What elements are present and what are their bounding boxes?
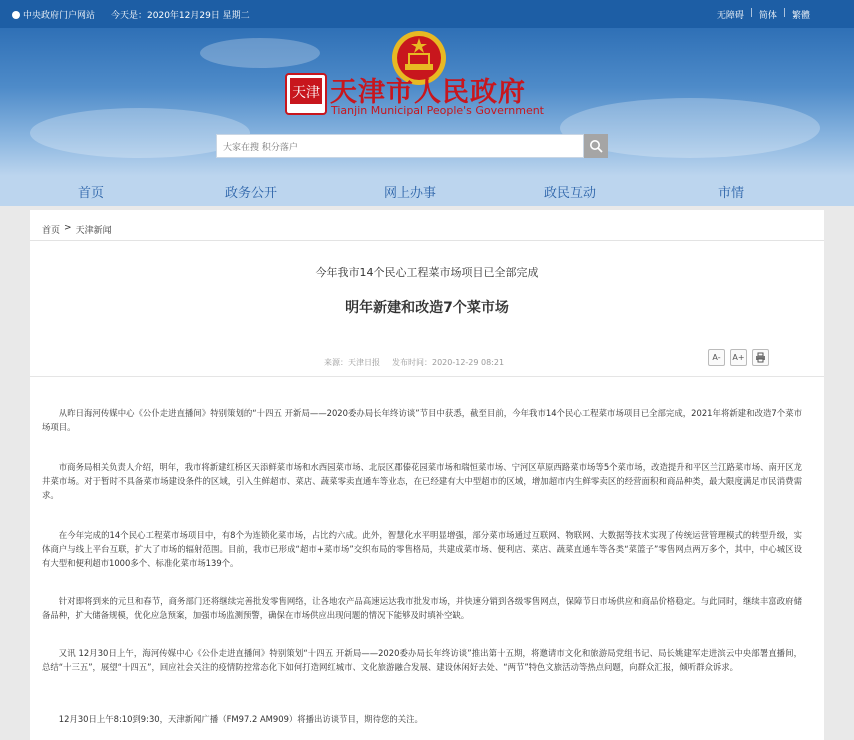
article-subtitle: 今年我市14个民心工程菜市场项目已全部完成: [315, 266, 539, 279]
article-card: [30, 210, 824, 740]
article-paragraph: 又讯 12月30日上午，海河传媒中心《公仆走进直播间》特别策划“十四五 开新局——2020委办局长年终访谈”推出第十五期，将邀请市文化和旅游局党组书记、局长姚建军走进滨云中央部署直播间，总结“十三五”，展望“十四五”，回应社会关注的疫情防控常态化下如何打造网红城市、文化旅游融合发展、建设休闲好去处、“两节”特色文旅活动等热点问题，向群众汇报，倾听群众诉求。: [42, 648, 802, 672]
search-box: [216, 134, 584, 158]
print-button[interactable]: [752, 349, 769, 366]
article-source: 来源：天津日报: [324, 358, 380, 367]
portal-link[interactable]: 中央政府门户网站: [12, 8, 95, 21]
main-nav: [0, 176, 854, 206]
article-publish-time: 发布时间：2020-12-29 08:21: [392, 358, 505, 367]
article-title: 明年新建和改造7个菜市场: [345, 300, 509, 316]
home-icon: [12, 11, 20, 19]
tianjin-seal-logo-icon: [284, 72, 328, 116]
search-button[interactable]: [584, 134, 608, 158]
breadcrumb-home[interactable]: 首页: [42, 226, 61, 236]
nav-public-interaction[interactable]: 政民互动: [544, 186, 597, 201]
search-icon: [589, 139, 603, 153]
site-title: 天津市人民政府: [330, 77, 526, 108]
search-input[interactable]: [217, 137, 583, 159]
font-smaller-button[interactable]: A-: [708, 349, 725, 366]
site-title-english: Tianjin Municipal People's Government: [331, 104, 544, 117]
nav-city-info[interactable]: 市情: [718, 186, 745, 201]
breadcrumb: [42, 223, 112, 236]
site-banner: [0, 28, 854, 176]
breadcrumb-current[interactable]: 天津新闻: [75, 226, 112, 236]
divider: [30, 376, 824, 377]
cloud-decoration: [200, 38, 320, 68]
nav-government-affairs[interactable]: 政务公开: [225, 186, 278, 201]
top-bar: [0, 0, 854, 28]
nav-online-services[interactable]: 网上办事: [384, 186, 437, 201]
print-icon: [755, 352, 766, 363]
article-paragraph: 针对即将到来的元旦和春节，商务部门还将继续完善批发零售网络，让各地农产品高速运达我市批发市场，并快速分销到各级零售网点，保障节日市场供应和商品价格稳定。与此同时，继续丰富政府储备品种，扩大储备规模，优化应急预案，加强市场监测预警，确保在市场供应出现问题的情况下能够及时填补空缺。: [42, 596, 802, 620]
divider: [30, 240, 824, 241]
article-paragraph: 市商务局相关负责人介绍，明年，我市将新建红桥区天添鲜菜市场和水西园菜市场、北辰区郡傣花园菜市场和瑞恒菜市场、宁河区草原西路菜市场等5个菜市场，改造提升和平区兰江路菜市场、南开区龙井菜市场。对于暂时不具备菜市场建设条件的区域，引入生鲜超市、菜店、蔬菜零卖直通车等业态，在已经建有大中型超市的区域，增加超市内生鲜零卖区的经营面积和商品种类，最大限度满足市民消费需求。: [42, 462, 802, 500]
separator: |: [749, 8, 753, 18]
article-paragraph: 从昨日海河传媒中心《公仆走进直播间》特别策划的“十四五 开新局——2020委办局长年终访谈”节目中获悉，截至目前，今年我市14个民心工程菜市场项目已全部完成，2021年将新建和改造7个菜市场项目。: [42, 408, 802, 432]
article-paragraph: 在今年完成的14个民心工程菜市场项目中，有8个为连锁化菜市场，占比约六成。此外，智慧化水平明显增强，部分菜市场通过互联网、物联网、大数据等技术实现了传统运营管理模式的转型升级，实体商户与线上平台互联，扩大了市场的辐射范围。目前，我市已形成“超市+菜市场”交织布局的零售格局，共建成菜市场、便利店、菜店、蔬菜直通车等各类“菜篮子”零售网点两万多个，其中，中心城区设有大型和便利超市1000多个、标准化菜市场139个。: [42, 530, 802, 568]
font-larger-button[interactable]: A+: [730, 349, 747, 366]
simplified-chinese-link[interactable]: 简体: [758, 11, 777, 21]
article-paragraph: 12月30日上午8:10到9:30，天津新闻广播（FM97.2 AM909）将播出访谈节目，期待您的关注。: [58, 714, 423, 724]
breadcrumb-separator: >: [64, 223, 72, 233]
article-meta: [324, 357, 504, 368]
seal-text: 天津: [292, 85, 320, 101]
nav-home[interactable]: 首页: [78, 186, 105, 201]
traditional-chinese-link[interactable]: 繁體: [791, 11, 810, 21]
accessibility-link[interactable]: 无障碍: [716, 11, 744, 21]
separator: |: [782, 8, 786, 18]
today-date: 今天是：2020年12月29日 星期二: [111, 11, 250, 21]
